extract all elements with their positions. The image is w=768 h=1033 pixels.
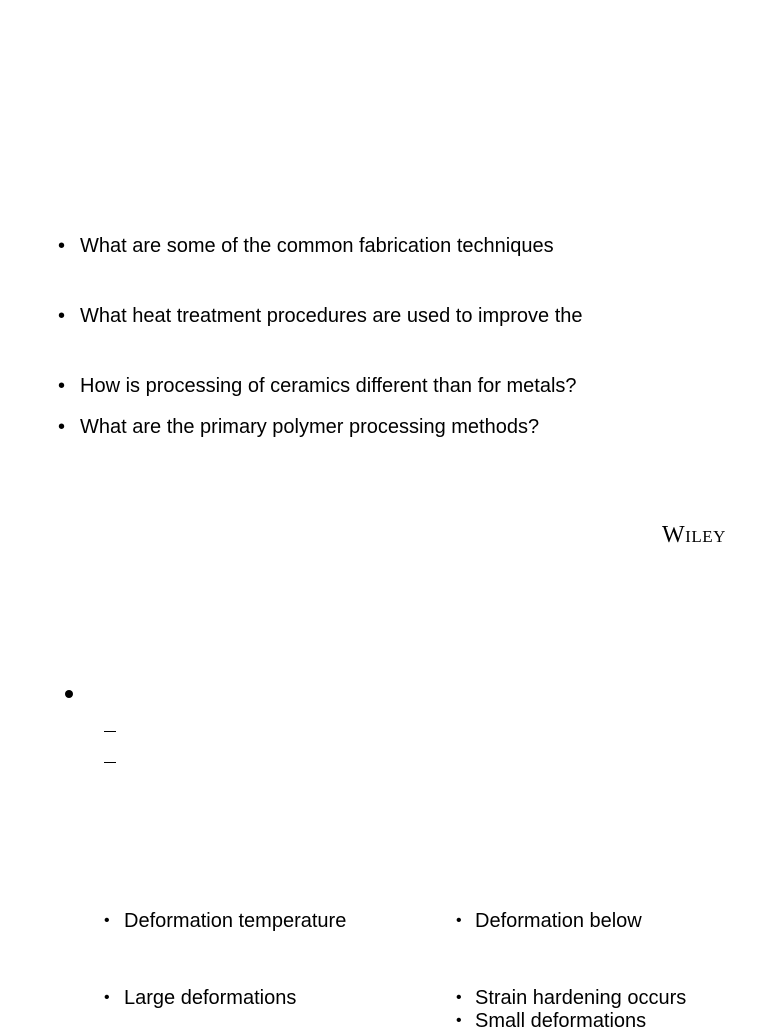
bullet-icon: • [456, 912, 462, 929]
question-item: What heat treatment procedures are used to improve the [80, 305, 583, 327]
dash-icon [104, 762, 116, 763]
right-column-item: Small deformations [475, 1010, 647, 1032]
right-column-item: Strain hardening occurs [475, 987, 687, 1009]
question-item: What are the primary polymer processing methods? [80, 416, 540, 438]
question-item: What are some of the common fabrication techniques [80, 235, 554, 257]
bullet-icon: • [456, 1012, 462, 1029]
wiley-logo: Wiley [662, 522, 726, 548]
bullet-icon: • [58, 235, 66, 257]
question-item: How is processing of ceramics different than for metals? [80, 375, 577, 397]
bullet-icon: • [456, 989, 462, 1006]
left-column-item: Large deformations [124, 987, 297, 1009]
right-column-item: Deformation below [475, 910, 642, 932]
empty-bullet-icon [65, 690, 73, 698]
left-column-item: Deformation temperature [124, 910, 347, 932]
bullet-icon: • [104, 989, 110, 1006]
bullet-icon: • [58, 305, 66, 327]
bullet-icon: • [58, 416, 66, 438]
bullet-icon: • [58, 375, 66, 397]
dash-icon [104, 731, 116, 732]
bullet-icon: • [104, 912, 110, 929]
